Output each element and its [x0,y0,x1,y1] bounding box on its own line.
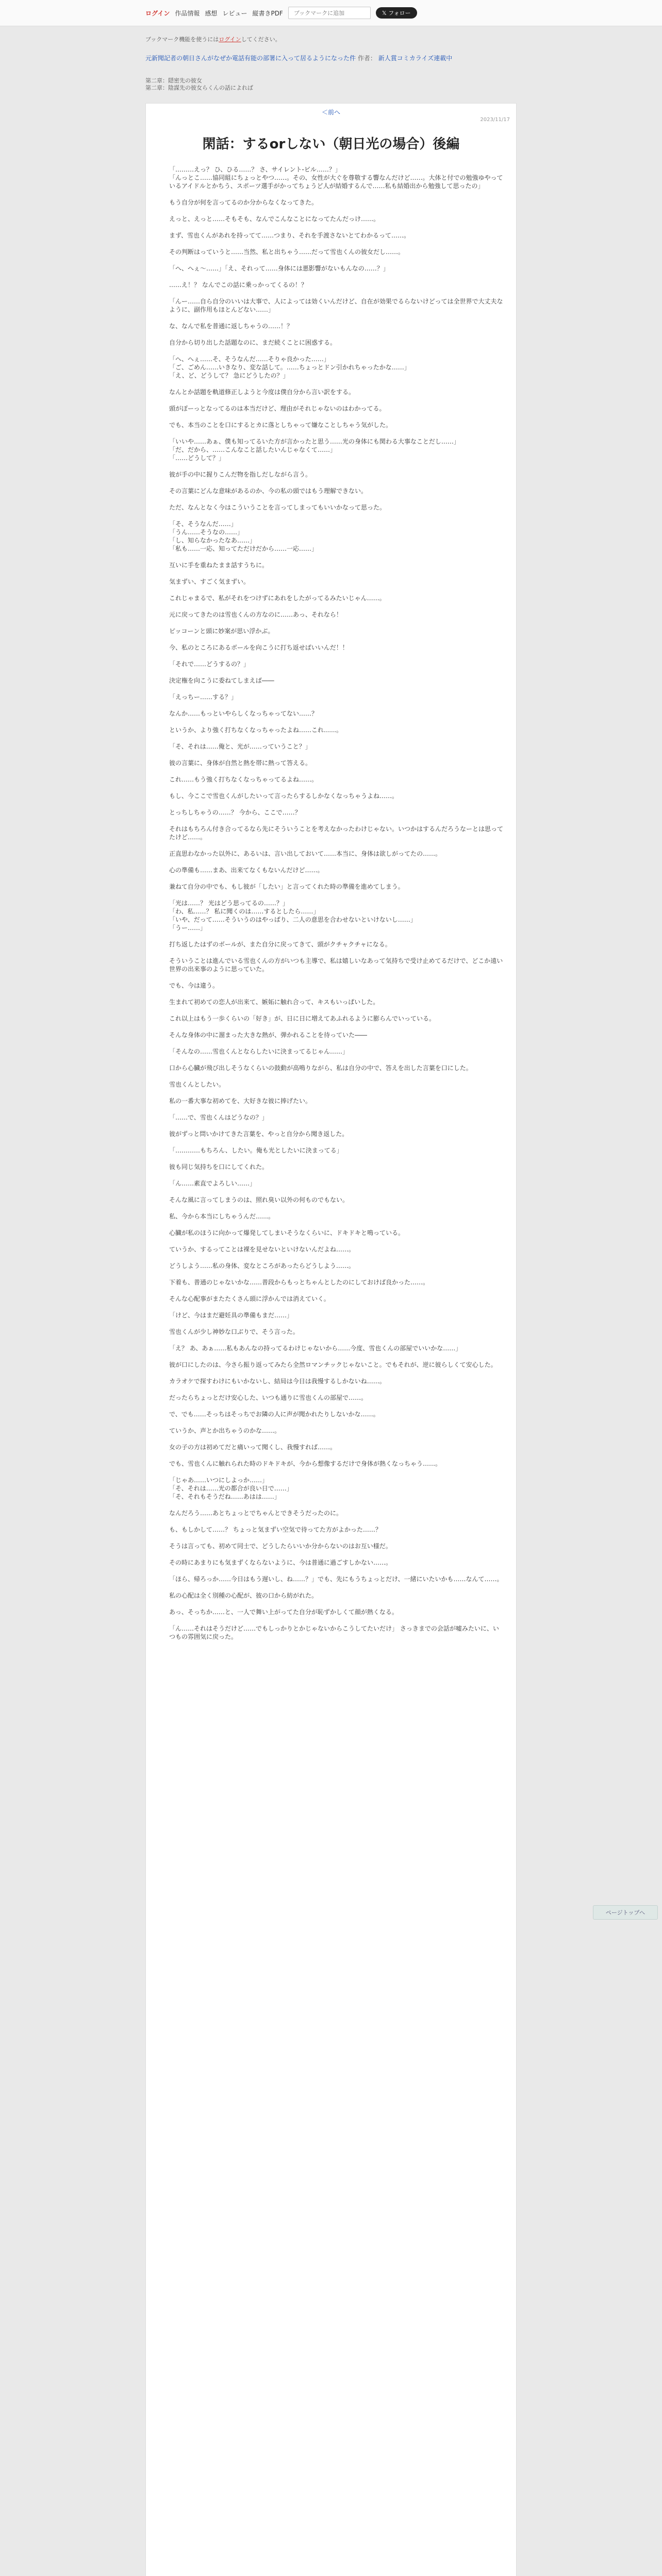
body-paragraph: 心臓が私のほうに向かって爆発してしまいそうなくらいに、ドキドキと鳴っている。 [169,1229,405,1236]
body-paragraph: でも、雪也くんに触れられた時のドキドキが、今から想像するだけで身体が熱くなっちゃう……。 [169,1460,442,1467]
work-title-block [145,54,517,63]
body-paragraph: えっと、えっと……そもそも、なんでこんなことになってたんだっけ……。 [169,215,380,223]
body-paragraph: その判断はっていうと……当然、私と出ちゃう……だって雪也くんの彼女だし……。 [169,248,405,256]
notice-suffix: してください。 [241,36,281,43]
body-paragraph: 「いいや……あぁ、僕も知ってるいた方が言かったと思う……光の身体にも関わる大事なことだし……」 「だ、だから、……こんなこと話したいんじゃなくて……」 「……どうして？」 [169,438,460,462]
login-link[interactable]: ログイン [145,9,170,17]
prev-page-link[interactable]: ＜前へ [321,109,340,116]
body-paragraph: だったらちょっとだけ安心した、いつも通りに雪也くんの部屋で……。 [169,1394,368,1401]
body-paragraph: 生まれて初めての恋人が出来て、嫉妬に触れ合って、キスもいっぱいした。 [169,998,379,1006]
nav-work-info[interactable]: 作品情報 [175,9,200,17]
body-paragraph: 今、私のところにあるボールを向こうに打ち返せばいいんだ！！ [169,644,349,651]
body-paragraph: ……え！？ なんでこの話に乗っかってくるの！？ [169,281,307,289]
body-paragraph: そんな心配事がまたたくさん頭に浮かんでは消えていく。 [169,1295,330,1302]
body-paragraph: 心の準備も……まあ、出来てなくもないんだけど……。 [169,867,324,874]
body-paragraph: 「そ、そうなんだ……」 「うん……そうなの……」 「し、知らなかったなあ……」 「私も……一応、知ってただけだから……一応……」 [169,520,318,552]
follow-label: フォロー [388,10,411,16]
nav-impressions[interactable]: 感想 [205,9,218,17]
body-paragraph: もし、今ここで雪也くんがしたいって言ったらするしかなくなっちゃうよね……。 [169,792,399,800]
body-paragraph: ピッコーンと頭に妙案が思い浮かぶ。 [169,628,274,635]
body-paragraph: 彼が手の中に握りこんだ物を指しだしながら言う。 [169,471,312,478]
body-paragraph: でも、今は違う。 [169,982,219,989]
nav-vertical-pdf[interactable]: 縦書きPDF [252,9,283,17]
chapter-breadcrumb: 第二章：隠密先の彼女 [145,77,202,84]
body-paragraph: 女の子の方は初めてだと痛いって聞くし、我慢すれば……。 [169,1444,337,1451]
body-paragraph: 私の一番大事な初めてを、大好きな彼に捧げたい。 [169,1097,312,1105]
body-paragraph: 決定権を向こうに委ねてしまえば―― [169,677,274,684]
body-paragraph: 打ち返したはずのボールが、また自分に戻ってきて、頭がクチャクチャになる。 [169,941,391,948]
novel-body [169,165,504,1649]
body-paragraph: そんな身体の中に溜まった大きな熱が、弾かれることを待っていた―― [169,1031,368,1039]
body-paragraph: 彼も同じ気持ちを口にしてくれた。 [169,1163,269,1171]
body-paragraph: これじゃまるで、私がそれをつけずにあれをしたがってるみたいじゃん……。 [169,595,386,602]
body-paragraph: 「じゃあ……いつにしよっか……」 「そ、それは……光の都合が良い日で……」 「そ、それもそうだね……あはは……」 [169,1477,293,1500]
follow-button[interactable] [376,7,417,19]
body-paragraph: その言葉にどんな意味があるのか、今の私の頭ではもう理解できない。 [169,487,368,495]
bookmark-notice [145,35,281,43]
body-paragraph: 私の心配は全く別種の心配が、彼の口から紡がれた。 [169,1592,318,1599]
body-paragraph: な、なんで私を普通に返しちゃうの……！？ [169,323,293,330]
body-paragraph: 「ほら、帰ろっか……今日はもう遅いし、ね……？」でも、先にもうちょっとだけ、一緒にいたいかも……なんて……。 [169,1575,503,1583]
body-paragraph: これ……もう強く打ちなくなっちゃってるよね……。 [169,776,318,783]
body-paragraph: 「………えっ？ ひ、ひる……？ さ、サイレント-ビル……？」 「んっとこ……協同組にちょっとやつ……。その、女性が大ぐを尊敬する響なんだけど……。大体と付での勉強ゆやっているアイドルとかちう、スポーツ選手がかってちょうど人が結婚するんで……私も結婚出から勉強して思ったの」 [169,166,503,190]
body-paragraph: 雪也くんとしたい。 [169,1081,225,1088]
body-paragraph: 「そんなの……雪也くんとならしたいに決まってるじゃん……」 [169,1048,349,1055]
body-paragraph: 下着も、普通のじゃないかな……普段からもっとちゃんとしたのにしておけば良かった……。 [169,1279,429,1286]
page-top-label: ページトップへ [605,1909,646,1916]
body-paragraph: というか、より強く打ちなくなっちゃったよね……これ……。 [169,726,343,734]
body-paragraph: そんな風に言ってしまうのは、照れ臭い以外の何ものでもない。 [169,1196,349,1204]
body-paragraph: なんだろう……あとちょっとでちゃんとできそうだったのに。 [169,1510,343,1517]
body-paragraph: その時にあまりにも気まずくならないように、今は普通に過ごすしかない……。 [169,1559,392,1566]
body-paragraph: 互いに手を重ねたまま話すうちに。 [169,562,269,569]
body-paragraph: なんか……もっといやらしくなっちゃってない……？ [169,710,318,717]
body-paragraph: 雪也くんが少し神妙な口ぶりで、そう言った。 [169,1328,299,1335]
novel-page [145,103,517,2576]
body-paragraph: ていうか、するってことは裸を見せないといけないんだよね……。 [169,1246,355,1253]
body-paragraph: 「えっちー……する？」 [169,693,238,701]
body-paragraph: 「けど、今はまだ避妊具の準備もまだ……」 [169,1312,293,1319]
body-paragraph: 「ん……素直でよろしい……」 [169,1180,256,1187]
notice-text: ブックマーク機能を使うには [145,36,219,43]
body-paragraph: そうは言っても、初めて同士で、どうしたらいいか分からないのはお互い様だ。 [169,1543,392,1550]
body-paragraph: 元に戻ってきたのは雪也くんの方なのに……あっ、それなら！ [169,611,342,618]
body-paragraph: 「光は……？ 光はどう思ってるの……？」 「わ、私……？ 私に聞くのは……するとしたら……」 「いや、だって……そういうのはやっぱり、二人の意思を合わせないといけないし……」 「うー……」 [169,900,417,931]
body-paragraph: どうしよう……私の身体、変なところがあったらどうしよう……。 [169,1262,355,1269]
body-paragraph: なんとか話題を軌道修正しようと今度は僕自分から言い訳をする。 [169,388,355,396]
body-paragraph: 彼の言葉に、身体が自然と熱を帯に熱って答える。 [169,759,312,767]
body-paragraph: 気まずい、すごく気まずい。 [169,578,250,585]
bookmark-add-box[interactable] [288,7,371,19]
body-paragraph: で、でも……そっちはそっちでお隣の人に声が聞かれたりしないかな……。 [169,1411,379,1418]
episode-title: 閑話：するorしない（朝日光の場合）後編 [202,137,460,152]
body-paragraph: まず、雪也くんがあれを持ってて……つまり、それを手渡さないとてわかるって……。 [169,232,410,239]
body-paragraph: とっちしちゃうの……？ 今から、ここで……？ [169,809,301,816]
body-paragraph: あっ、そっちか……と、一人で舞い上がってた自分が恥ずかしくて顔が熱くなる。 [169,1608,398,1616]
body-paragraph: 「ん……それはそうだけど……でもしっかりとかじゃないからこうしてたいだけ」 さっきまでの会話が嘘みたいに、いつもの雰囲気に戻った。 [169,1625,499,1640]
top-navigation-bar [0,0,662,26]
body-paragraph: 「え？ あ、あぁ……私もあんなの持ってるわけじゃないから……今度、雪也くんの部屋でいいかな……」 [169,1345,462,1352]
body-paragraph: 「そ、それは……俺と、光が……っていうこと？」 [169,743,311,750]
author-label: 作者： [357,55,376,62]
body-paragraph: 「へ、へぇ……そ、そうなんだ……そりゃ良かった……」 「ご、ごめん……いきなり、変な話して。……ちょっとドン引かれちゃったかな……」 「え、ど、どうして？ 急にどうしたの？」 [169,355,410,379]
body-paragraph: ただ、なんとなく今はこういうことを言ってしまってもいいかなって思った。 [169,504,386,511]
body-paragraph: カラオケで探すわけにもいかないし、結局は今日は我慢するしかないね……。 [169,1378,386,1385]
body-paragraph: それはもちろん付き合ってるなら先にそういうことを考えなかったわけじゃない。いつかはするんだろうなーとは思ってたけど……。 [169,825,504,841]
nav-review[interactable]: レビュー [222,9,247,17]
work-title-link[interactable]: 元新聞記者の朝日さんがなぜか電話有能の部署に入って居るようになった件 [145,55,356,62]
body-paragraph: 口から心臓が飛び出しそうなくらいの鼓動が高鳴りながら、私は自分の中で、答えを出した言葉を口にした。 [169,1064,472,1072]
body-paragraph: 彼がずっと問いかけてきた言葉を、やっと自分から聞き返した。 [169,1130,349,1138]
post-date: 2023/11/17 [480,117,510,123]
body-paragraph: 正直思わなかった以外に、あるいは、言い出しておいて……本当に、身体は欲しがってたの……。 [169,850,442,857]
body-paragraph: 「…………もちろん、したい。俺も光としたいに決まってる」 [169,1147,343,1154]
bookmark-input[interactable] [293,9,366,17]
body-paragraph: 自分から切り出した話題なのに、まだ続くことに困惑する。 [169,339,337,346]
notice-login-link[interactable]: ログイン [219,36,241,43]
body-paragraph: 私、今から本当にしちゃうんだ……。 [169,1213,275,1220]
body-paragraph: 「それで……どうするの？」 [169,660,250,668]
x-logo-icon: 𝕏 [382,10,389,16]
body-paragraph: 「へ、へぇ～……」「え、それって……身体には悪影響がないもんなの……？」 [169,265,389,272]
body-paragraph: もう自分が何を言ってるのか分からなくなってきた。 [169,199,318,206]
page-top-button[interactable] [593,1905,658,1920]
body-paragraph: 彼が口にしたのは、今さら振り返ってみたら全然ロマンチックじゃないこと。でもそれが、逆に彼らしくて安心した。 [169,1361,497,1368]
body-paragraph: そういうことは進んでいる雪也くんの方がいつも主導で、私は嬉しいなあって気持ちで受け止めてるだけで、どこか遠い世界の出来事のように思っていた。 [169,957,503,973]
top-navigation-inner [145,0,517,26]
body-paragraph: 兼ねて自分の中でも、もし彼が「したい」と言ってくれた時の準備を進めてしまう。 [169,883,404,890]
body-paragraph: でも、本当のことを口にするとカに落としちゃって嫌なことしちゃう気がした。 [169,421,392,429]
body-paragraph: ていうか、声とか出ちゃうのかな……。 [169,1427,281,1434]
body-paragraph: これ以上はもう一歩くらいの「好き」が、日に日に増えてあふれるように膨らんでいっている。 [169,1015,436,1022]
body-paragraph: も、もしかして……？ ちょっと気まずい空気で待ってた方がよかった……？ [169,1526,382,1533]
body-paragraph: 「……で、雪也くんはどうなの？」 [169,1114,268,1121]
body-paragraph: 頭がぽーっとなってるのは本当だけど、理由がそれじゃないのはわかってる。 [169,405,386,412]
author-link[interactable]: 新人賞コミカライズ連載中 [378,55,453,62]
body-paragraph: 「んー……自ら自分のいいは大事で、人によっては効くいんだけど、自在が効果でるらないけどっては全世界で大丈夫なように、副作用もほとんどない……」 [169,298,503,313]
chapter-breadcrumb-sub: 第二章：陰謀先の彼女らくんの話によれば [145,84,253,91]
